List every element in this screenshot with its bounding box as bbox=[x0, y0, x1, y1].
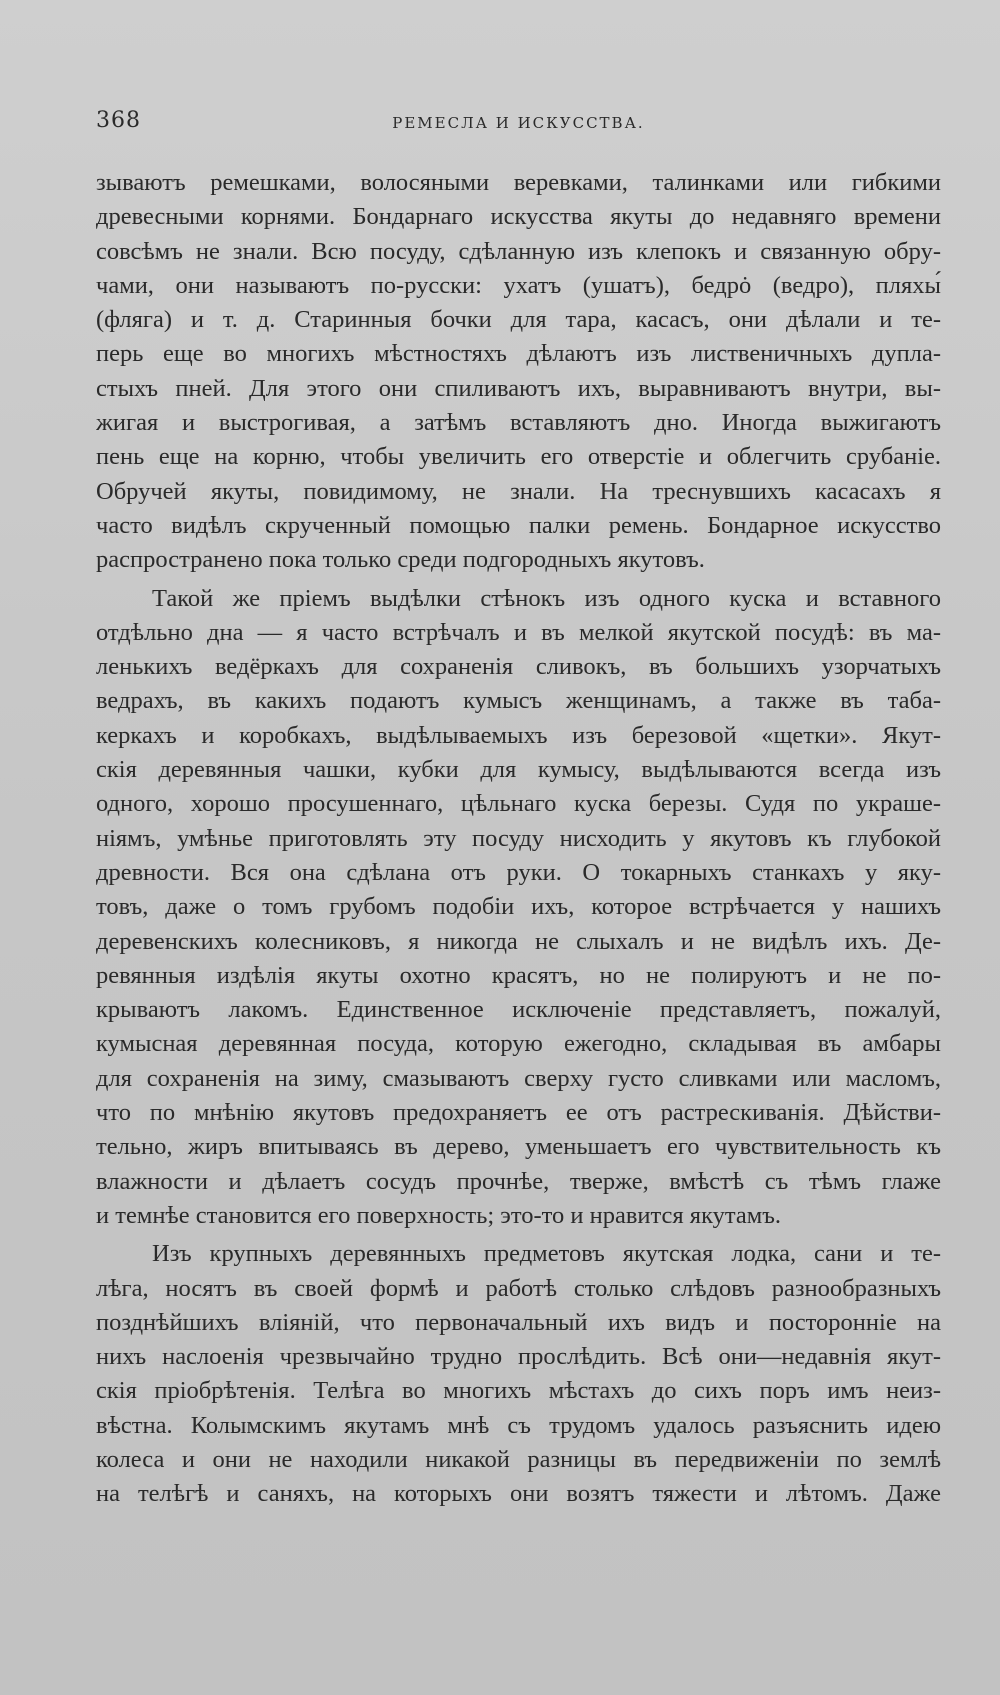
text-line: тельно, жиръ впитываясь въ дерево, уменьшаетъ его чувствительность къ bbox=[96, 1133, 941, 1161]
text-line: часто видѣлъ скрученный помощью палки ремень. Бондарное искусство bbox=[96, 511, 941, 539]
text-line: распространено пока только среди подгородныхъ якутовъ. bbox=[96, 546, 705, 574]
text-line: ленькихъ ведёркахъ для сохраненія сливокъ, въ большихъ узорчатыхъ bbox=[96, 653, 941, 681]
text-line: товъ, даже о томъ грубомъ подобіи ихъ, которое встрѣчается у нашихъ bbox=[96, 893, 941, 921]
text-line: нихъ наслоенія чрезвычайно трудно прослѣдить. Всѣ они—недавнія якут- bbox=[96, 1343, 941, 1371]
text-line: отдѣльно дна — я часто встрѣчалъ и въ мелкой якутской посудѣ: въ ма- bbox=[96, 618, 941, 646]
text-line: скія пріобрѣтенія. Телѣга во многихъ мѣстахъ до сихъ поръ имъ неиз- bbox=[96, 1377, 941, 1405]
text-line: кумысная деревянная посуда, которую ежегодно, складывая въ амбары bbox=[96, 1030, 941, 1058]
text-line: что по мнѣнію якутовъ предохраняетъ ее отъ растрескиванія. Дѣйстви- bbox=[96, 1099, 941, 1127]
text-line: ніямъ, умѣнье приготовлять эту посуду нисходить у якутовъ къ глубокой bbox=[96, 824, 941, 852]
text-line: скія деревянныя чашки, кубки для кумысу, выдѣлываются всегда изъ bbox=[96, 756, 941, 784]
text-line: зываютъ ремешками, волосяными веревками, талинками или гибкими bbox=[96, 169, 941, 196]
text-line: влажности и дѣлаетъ сосудъ прочнѣе, тверже, вмѣстѣ съ тѣмъ глаже bbox=[96, 1167, 941, 1195]
text-line: и темнѣе становится его поверхность; это-то и нравится якутамъ. bbox=[96, 1201, 782, 1229]
text-line: пень еще на корню, чтобы увеличить его отверстіе и облегчить срубаніе. bbox=[96, 443, 941, 471]
text-line: перь еще во многихъ мѣстностяхъ дѣлаютъ изъ лиственичныхъ дупла- bbox=[96, 340, 941, 368]
text-line: Изъ крупныхъ деревянныхъ предметовъ якутская лодка, сани и те- bbox=[152, 1240, 941, 1268]
text-line: древесными корнями. Бондарнаго искусства якуты до недавняго времени bbox=[96, 203, 941, 231]
text-line: совсѣмъ не знали. Всю посуду, сдѣланную изъ клепокъ и связанную обру- bbox=[96, 237, 941, 265]
text-line: на телѣгѣ и саняхъ, на которыхъ они возятъ тяжести и лѣтомъ. Даже bbox=[96, 1480, 941, 1508]
text-line: лѣга, носятъ въ своей формѣ и работѣ столько слѣдовъ разнообразныхъ bbox=[96, 1274, 941, 1302]
text-line: ведрахъ, въ какихъ подаютъ кумысъ женщинамъ, а также въ таба- bbox=[96, 687, 941, 715]
text-line: (фляга) и т. д. Старинныя бочки для тара, касасъ, они дѣлали и те- bbox=[96, 306, 941, 334]
running-head: РЕМЕСЛА И ИСКУССТВА. bbox=[392, 114, 645, 132]
text-line: чами, они называютъ по-русски: ухатъ (ушатъ), бедрȯ (ведро), пляхы́ bbox=[96, 271, 941, 299]
text-line: деревенскихъ колесниковъ, я никогда не слыхалъ и не видѣлъ ихъ. Де- bbox=[96, 927, 941, 955]
paragraph bbox=[96, 582, 941, 1234]
text-line: колеса и они не находили никакой разницы въ передвиженіи по землѣ bbox=[96, 1445, 941, 1473]
text-line: одного, хорошо просушеннаго, цѣльнаго куска березы. Судя по украше- bbox=[96, 790, 941, 818]
text-line: стыхъ пней. Для этого они спиливаютъ ихъ, выравниваютъ внутри, вы- bbox=[96, 374, 941, 402]
page-number: 368 bbox=[96, 108, 141, 133]
text-line: Обручей якуты, повидимому, не знали. На треснувшихъ касасахъ я bbox=[96, 477, 941, 505]
page-header bbox=[96, 108, 941, 142]
text-line: керкахъ и коробкахъ, выдѣлываемыхъ изъ березовой «щетки». Якут- bbox=[96, 721, 941, 749]
text-line: крываютъ лакомъ. Единственное исключеніе представляетъ, пожалуй, bbox=[96, 996, 941, 1024]
text-line: Такой же пріемъ выдѣлки стѣнокъ изъ одного куска и вставного bbox=[152, 584, 941, 612]
paragraph bbox=[96, 166, 941, 578]
text-line: для сохраненія на зиму, смазываютъ сверху густо сливками или масломъ, bbox=[96, 1064, 941, 1092]
text-line: вѣстна. Колымскимъ якутамъ мнѣ съ трудомъ удалось разъяснить идею bbox=[96, 1411, 941, 1439]
paragraph bbox=[96, 1237, 941, 1511]
text-line: позднѣйшихъ вліяній, что первоначальный ихъ видъ и посторонніе на bbox=[96, 1308, 941, 1336]
text-line: ревянныя издѣлія якуты охотно красятъ, но не полируютъ и не по- bbox=[96, 961, 941, 989]
text-line: жигая и выстрогивая, а затѣмъ вставляютъ дно. Иногда выжигаютъ bbox=[96, 409, 941, 437]
text-line: древности. Вся она сдѣлана отъ руки. О токарныхъ станкахъ у яку- bbox=[96, 858, 941, 886]
body-text bbox=[96, 166, 941, 1512]
